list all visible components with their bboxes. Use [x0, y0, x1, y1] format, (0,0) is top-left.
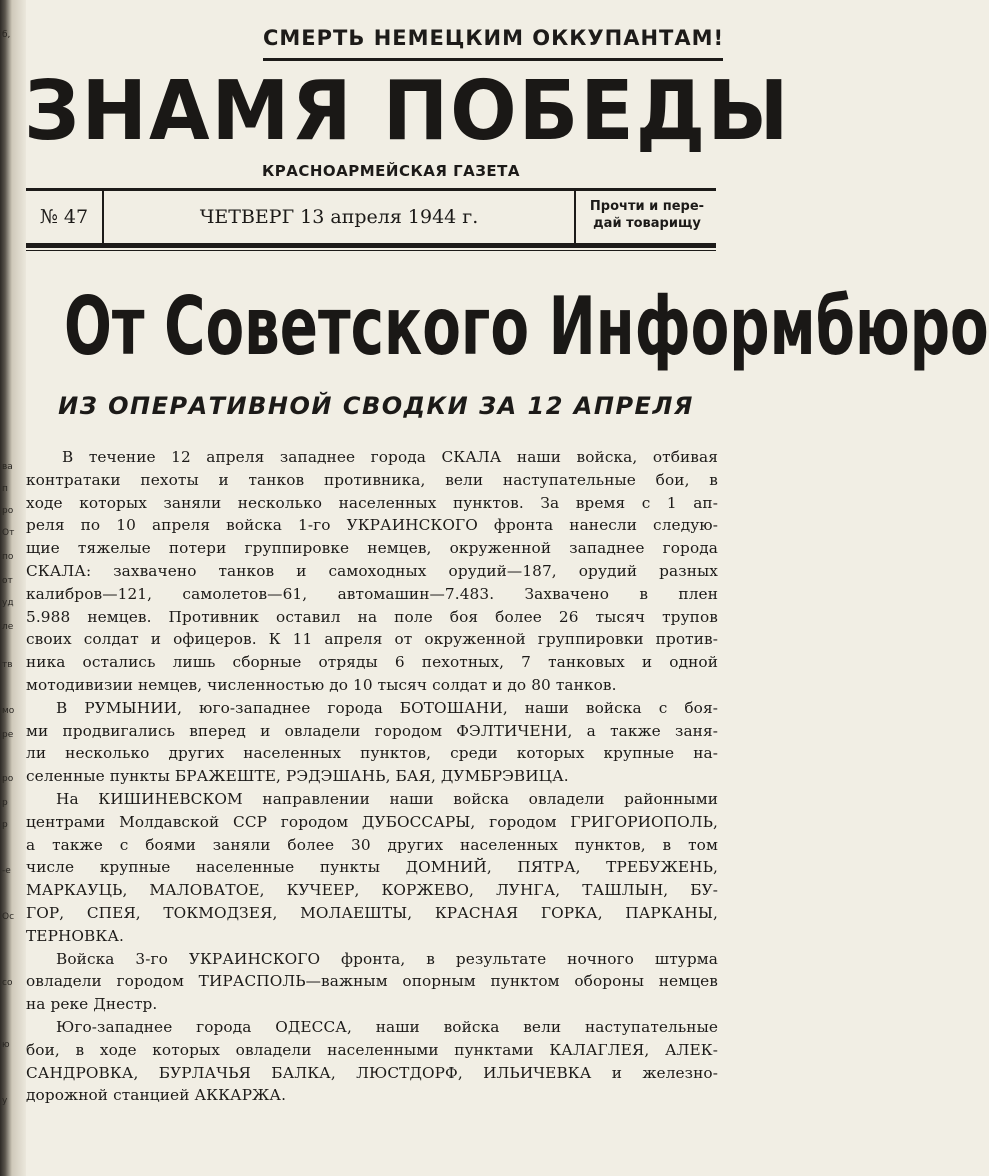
binding-fragment: у — [2, 1096, 8, 1106]
binding-fragment: б, — [2, 30, 11, 40]
body-line: селенные пункты БРАЖЕШТЕ, РЭДЭШАНЬ, БАЯ, ДУМБРЭВИЦА. — [26, 767, 569, 786]
body-line: ми продвигались вперед и овладели городом ФЭЛТИЧЕНИ, а также заня- — [26, 721, 718, 740]
issue-number: № 47 — [39, 206, 89, 228]
binding-fragment: ро — [2, 774, 14, 784]
body-line: реля по 10 апреля войска 1-го УКРАИНСКОГО фронта нанесли следую- — [26, 516, 718, 535]
pass-on-note — [578, 198, 716, 232]
binding-fragment: по — [2, 552, 14, 562]
binding-fragment: От — [2, 528, 15, 538]
body-line: ника остались лишь сборные отряды 6 пехотных, 7 танковых и одной — [26, 653, 718, 672]
body-line: ходе которых заняли несколько населенных пунктов. За время с 1 ап- — [26, 493, 718, 512]
body-line: Войска 3-го УКРАИНСКОГО фронта, в результате ночного штурма — [56, 949, 718, 968]
article-headline: От Советского Информбюро — [64, 281, 989, 374]
body-line: центрами Молдавской ССР городом ДУБОССАРЫ, городом ГРИГОРИОПОЛЬ, — [26, 812, 718, 831]
body-line: дорожной станцией АККАРЖА. — [26, 1086, 287, 1105]
binding-fragment: от — [2, 576, 13, 586]
body-line: СКАЛА: захвачено танков и самоходных орудий—187, орудий разных — [26, 561, 718, 580]
body-line: В течение 12 апреля западнее города СКАЛА наши войска, отбивая — [62, 448, 718, 466]
newspaper-subtitle: КРАСНОАРМЕЙСКАЯ ГАЗЕТА — [261, 162, 521, 180]
body-line: В РУМЫНИИ, юго-западнее города БОТОШАНИ, наши войска с боя- — [56, 698, 718, 717]
body-line: бои, в ходе которых овладели населенными пунктами КАЛАГЛЕЯ, АЛЕК- — [26, 1040, 718, 1059]
body-line: ТЕРНОВКА. — [26, 926, 124, 945]
pass-on-note-line: Прочти и пере- — [589, 199, 705, 214]
newspaper-title: ЗНАМЯ ПОБЕДЫ — [24, 64, 791, 159]
body-line: а также с боями заняли более 30 других населенных пунктов, в том — [26, 835, 718, 854]
binding-fragment: тв — [2, 660, 13, 670]
binding-fragment: р — [2, 798, 8, 808]
article-subheadline: ИЗ ОПЕРАТИВНОЙ СВОДКИ ЗА 12 АПРЕЛЯ — [58, 392, 694, 420]
info-bar-bottom-rule — [26, 243, 716, 248]
info-bar-top-rule — [26, 188, 716, 191]
body-line: на реке Днестр. — [26, 995, 158, 1014]
body-line: ли несколько других населенных пунктов, среди которых крупные на- — [26, 744, 718, 763]
body-line: МАРКАУЦЬ, МАЛОВАТОЕ, КУЧЕЕР, КОРЖЕВО, ЛУНГА, ТАШЛЫН, БУ- — [26, 881, 718, 900]
newspaper-page — [24, 0, 989, 1176]
masthead-motto: СМЕРТЬ НЕМЕЦКИМ ОККУПАНТАМ! — [263, 26, 725, 50]
body-line: щие тяжелые потери группировке немцев, окруженной западнее города — [26, 539, 718, 558]
body-line: овладели городом ТИРАСПОЛЬ—важным опорным пунктом обороны немцев — [26, 972, 718, 991]
body-line: ГОР, СПЕЯ, ТОКМОДЗЕЯ, МОЛАЕШТЫ, КРАСНАЯ ГОРКА, ПАРКАНЫ, — [26, 903, 718, 922]
article-body — [26, 446, 718, 1107]
binding-fragment: -е — [2, 866, 11, 876]
body-line: своих солдат и офицеров. К 11 апреля от окруженной группировки против- — [26, 630, 718, 649]
info-bar-divider — [574, 191, 576, 243]
binding-fragment: ро — [2, 506, 14, 516]
binding-fragment: ре — [2, 730, 14, 740]
body-line: Юго-западнее города ОДЕССА, наши войска вели наступательные — [56, 1017, 718, 1036]
body-line: 5.988 немцев. Противник оставил на поле боя более 26 тысяч трупов — [26, 607, 718, 626]
binding-fragment: ю — [2, 1040, 10, 1050]
issue-date: ЧЕТВЕРГ 13 апреля 1944 г. — [199, 206, 479, 228]
binding-fragment: мо — [2, 706, 15, 716]
body-line: На КИШИНЕВСКОМ направлении наши войска овладели районными — [56, 789, 718, 808]
binding-fragment: р — [2, 820, 8, 830]
body-line: контратаки пехоты и танков противника, вели наступательные бои, в — [26, 470, 718, 489]
motto-rule — [263, 58, 723, 61]
body-line: числе крупные населенные пункты ДОМНИЙ, ПЯТРА, ТРЕБУЖЕНЬ, — [26, 858, 718, 877]
body-line: калибров—121, самолетов—61, автомашин—7.483. Захвачено в плен — [26, 584, 718, 603]
body-line: мотодивизии немцев, численностью до 10 тысяч солдат и до 80 танков. — [26, 675, 617, 694]
binding-fragment: Ос — [2, 912, 15, 922]
binding-fragment: п — [2, 484, 8, 494]
page-binding-edge — [0, 0, 26, 1176]
binding-fragment: ле — [2, 622, 14, 632]
binding-fragment: со — [2, 978, 13, 988]
binding-fragment: уд — [2, 598, 14, 608]
binding-fragment: ва — [2, 462, 13, 472]
body-line: САНДРОВКА, БУРЛАЧЬЯ БАЛКА, ЛЮСТДОРФ, ИЛЬИЧЕВКА и железно- — [26, 1063, 718, 1082]
pass-on-note-line: дай товарищу — [593, 216, 701, 231]
info-bar-bottom-rule-thin — [26, 250, 716, 251]
